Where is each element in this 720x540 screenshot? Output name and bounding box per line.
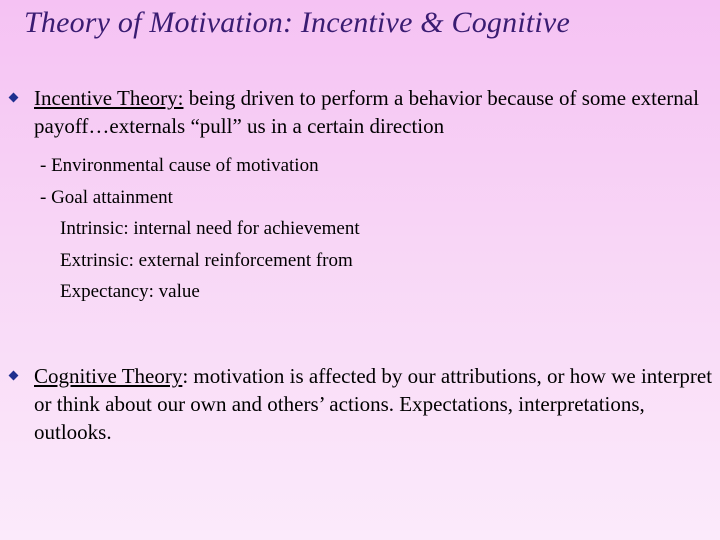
incentive-theory-text: being driven to perform a behavior because of some external payoff…externals “pull” us in a certain direction: [34, 86, 699, 138]
incentive-theory-paragraph: [10, 84, 715, 140]
diamond-bullet-icon: [9, 93, 19, 103]
sub-item-goal-attainment: - Goal attainment: [40, 186, 173, 208]
cognitive-theory-text: : motivation is affected by our attributions, or how we interpret or think about our own and others’ actions. Expectations, interpretations, outlooks.: [34, 364, 713, 444]
nested-item-expectancy: Expectancy: value: [60, 281, 200, 302]
slide-title: Theory of Motivation: Incentive & Cognitive: [24, 6, 570, 39]
cognitive-theory-bullet: [10, 362, 715, 446]
sub-item-environmental: - Environmental cause of motivation: [40, 155, 319, 176]
cognitive-theory-paragraph: [10, 362, 715, 446]
nested-item-intrinsic: Intrinsic: internal need for achievement: [60, 218, 360, 239]
cognitive-theory-term: Cognitive Theory: [34, 364, 183, 388]
incentive-theory-term: Incentive Theory:: [34, 86, 184, 110]
diamond-bullet-icon: [9, 371, 19, 381]
nested-item-extrinsic: Extrinsic: external reinforcement from: [60, 249, 353, 271]
incentive-sub-list: [10, 150, 715, 308]
incentive-theory-bullet: [10, 84, 715, 308]
